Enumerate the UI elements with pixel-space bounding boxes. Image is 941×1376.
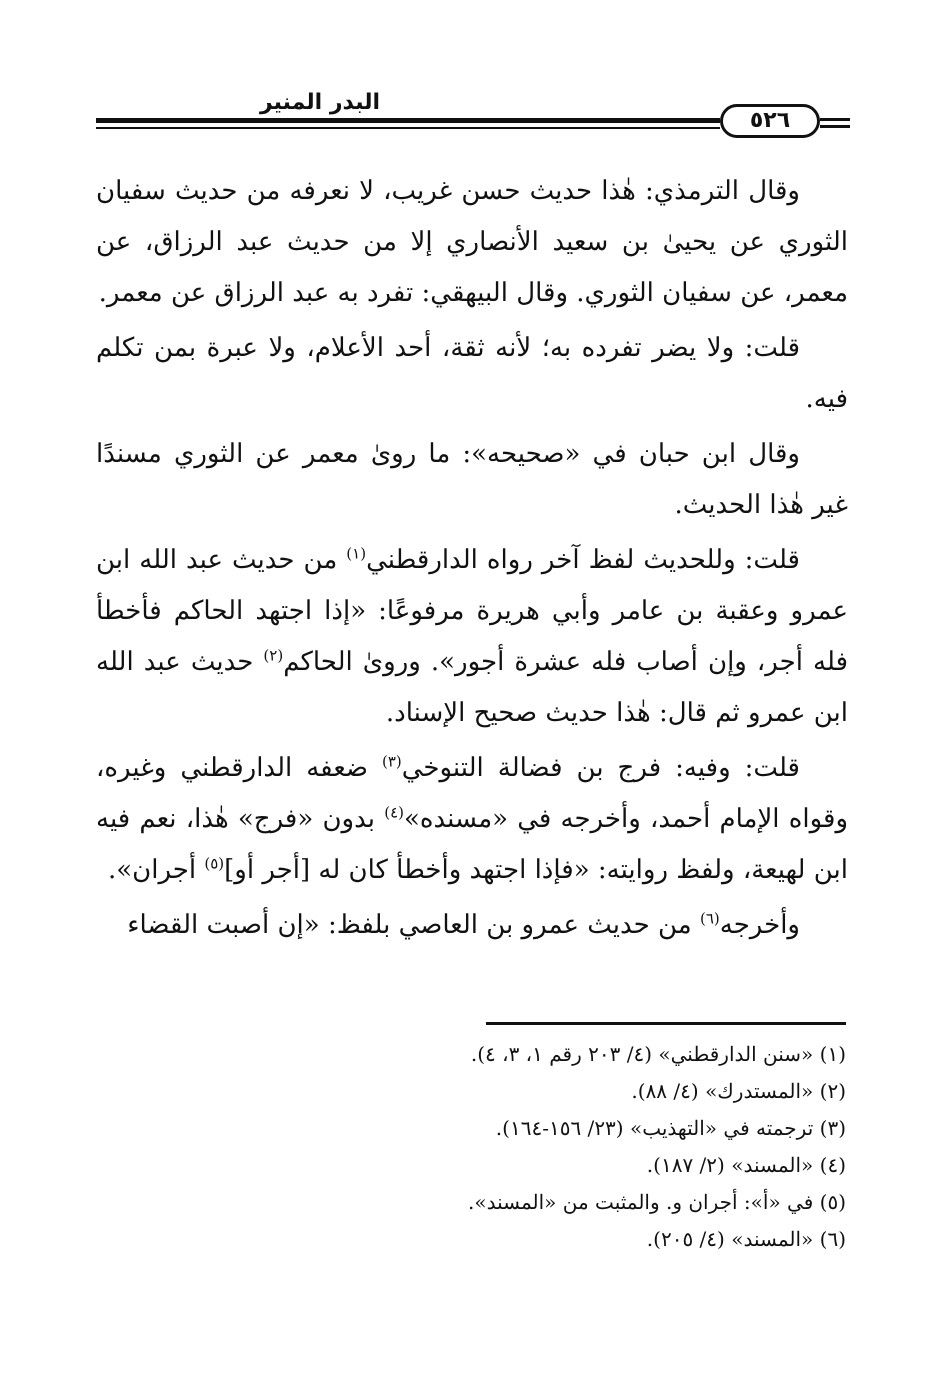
paragraph-6 — [96, 900, 848, 951]
footnotes — [300, 1036, 846, 1258]
header-rule-right-bottom — [820, 125, 850, 128]
footnote-4: (٤) «المسند» (٢/ ١٨٧). — [646, 1153, 846, 1177]
paragraph-5-part-a: قلت: وفيه: فرج بن فضالة التنوخي — [401, 753, 800, 783]
paragraph-6-part-b: من حديث عمرو بن العاصي بلفظ: «إن أصبت القضاء — [127, 910, 700, 940]
footnote-ref-5[interactable]: (٥) — [204, 854, 225, 873]
paragraph-4-part-c: حديث عبد الله ابن عمرو ثم قال: هٰذا حديث صحيح الإسناد. — [96, 647, 848, 728]
footnote-1: (١) «سنن الدارقطني» (٤/ ٢٠٣ رقم ١، ٣، ٤). — [470, 1042, 846, 1066]
footnote-ref-2[interactable]: (٢) — [263, 646, 284, 665]
page-number: ٥٢٦ — [720, 104, 820, 138]
footnote-separator — [486, 1022, 846, 1025]
footnote-ref-1[interactable]: (١) — [346, 544, 367, 563]
running-title: البدر المنير — [259, 90, 380, 115]
paragraph-4 — [96, 535, 848, 739]
footnote-6: (٦) «المسند» (٤/ ٢٠٥). — [646, 1227, 846, 1251]
footnote-ref-6[interactable]: (٦) — [700, 909, 720, 928]
footnote-3: (٣) ترجمته في «التهذيب» (٢٣/ ١٥٦-١٦٤). — [495, 1116, 846, 1140]
paragraph-5-part-b: ضعفه الدارقطني وغيره، وقواه الإمام أحمد، وأخرجه في «مسنده» — [96, 753, 848, 834]
paragraph-5 — [96, 743, 848, 896]
footnote-ref-3[interactable]: (٣) — [381, 752, 402, 771]
paragraph-6-part-a: وأخرجه — [719, 910, 800, 940]
main-text — [96, 166, 848, 955]
header-rule-thin — [96, 127, 720, 129]
footnote-5: (٥) في «أ»: أجران و. والمثبت من «المسند». — [467, 1190, 846, 1214]
paragraph-1: وقال الترمذي: هٰذا حديث حسن غريب، لا نعرفه من حديث سفيان الثوري عن يحيىٰ بن سعيد الأنصاري إلا من حديث عبد الرزاق، عن معمر، عن سفيان الثوري. وقال البيهقي: تفرد به عبد الرزاق عن معمر. — [96, 176, 848, 308]
paragraph-5-part-d: أجران». — [107, 855, 205, 885]
page-header — [96, 88, 850, 152]
header-rule-thick — [96, 118, 720, 123]
footnote-ref-4[interactable]: (٤) — [384, 803, 404, 822]
paragraph-2: قلت: ولا يضر تفرده به؛ لأنه ثقة، أحد الأعلام، ولا عبرة بمن تكلم فيه. — [96, 333, 848, 414]
header-rule-right-top — [820, 118, 850, 121]
paragraph-4-part-b: من حديث عبد الله ابن عمرو وعقبة بن عامر وأبي هريرة مرفوعًا: «إذا اجتهد الحاكم فأخطأ فله أجر، وإن أصاب فله عشرة أجور». وروىٰ الحاكم — [96, 545, 848, 677]
paragraph-3: وقال ابن حبان في «صحيحه»: ما روىٰ معمر عن الثوري مسندًا غير هٰذا الحديث. — [96, 439, 848, 520]
footnote-2: (٢) «المستدرك» (٤/ ٨٨). — [631, 1079, 846, 1103]
paragraph-4-part-a: قلت: وللحديث لفظ آخر رواه الدارقطني — [366, 545, 800, 575]
paragraph-5-part-c: بدون «فرج» هٰذا، نعم فيه ابن لهيعة، ولفظ روايته: «فإذا اجتهد وأخطأ كان له [أجر أو] — [96, 804, 848, 885]
